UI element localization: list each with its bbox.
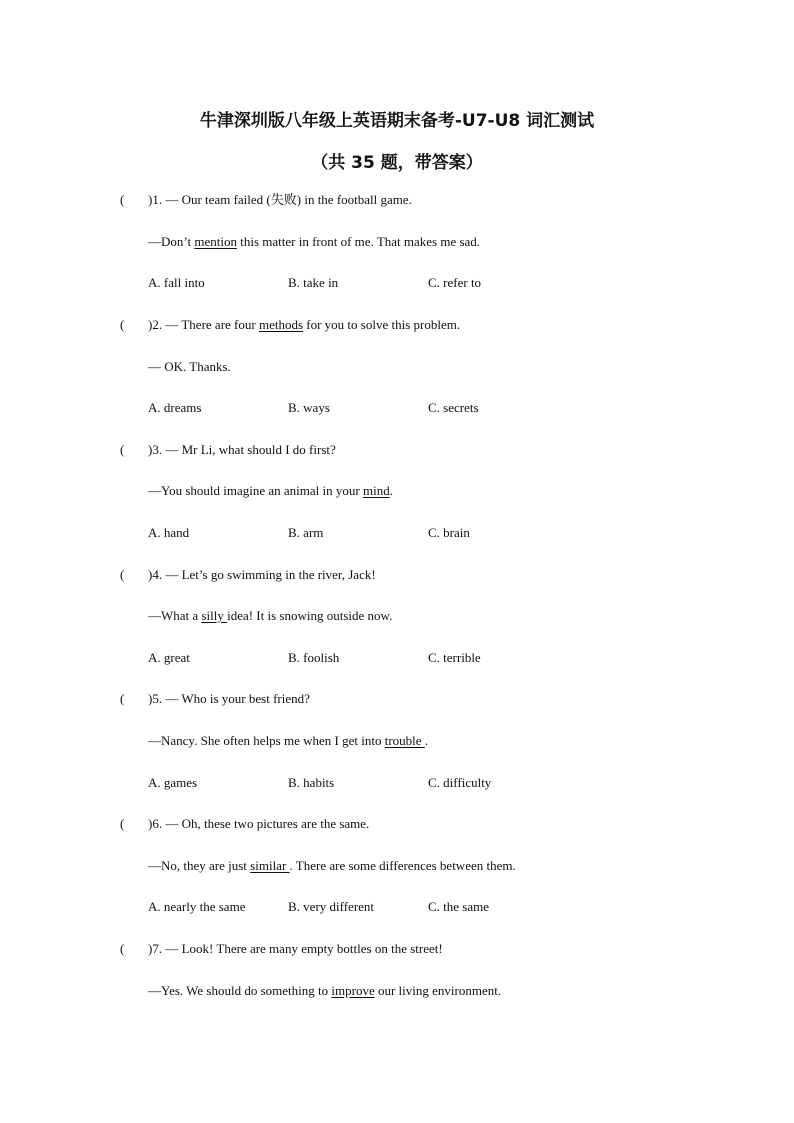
question-7-reply: —Yes. We should do something to improve our living environment. <box>148 983 502 998</box>
question-1-option-c[interactable]: C. refer to <box>428 275 482 290</box>
question-5-reply: —Nancy. She often helps me when I get into trouble . <box>148 733 429 748</box>
answer-bracket-4[interactable]: ( <box>120 567 125 582</box>
underlined-word: mention <box>194 234 237 249</box>
question-6-option-a[interactable]: A. nearly the same <box>148 899 246 914</box>
question-4-option-b[interactable]: B. foolish <box>288 650 340 665</box>
answer-bracket-6[interactable]: ( <box>120 816 125 831</box>
underlined-word: improve <box>331 983 375 998</box>
underlined-word: silly <box>201 608 228 623</box>
question-6-reply: —No, they are just similar . There are some differences between them. <box>148 858 516 873</box>
question-3-prompt: )3. — Mr Li, what should I do first? <box>148 442 336 457</box>
answer-bracket-3[interactable]: ( <box>120 442 125 457</box>
question-2-reply: — OK. Thanks. <box>148 359 231 374</box>
question-2-prompt: )2. — There are four methods for you to solve this problem. <box>148 317 461 332</box>
question-4-option-c[interactable]: C. terrible <box>428 650 481 665</box>
question-6-option-c[interactable]: C. the same <box>428 899 490 914</box>
question-4-option-a[interactable]: A. great <box>148 650 190 665</box>
question-5-option-b[interactable]: B. habits <box>288 775 335 790</box>
question-2-option-b[interactable]: B. ways <box>288 400 330 415</box>
question-5-option-a[interactable]: A. games <box>148 775 198 790</box>
question-3-option-a[interactable]: A. hand <box>148 525 190 540</box>
question-1-reply: —Don’t mention this matter in front of me. That makes me sad. <box>148 234 481 249</box>
question-2-option-c[interactable]: C. secrets <box>428 400 479 415</box>
question-2-option-a[interactable]: A. dreams <box>148 400 202 415</box>
question-1-prompt: )1. — Our team failed (失败) in the football game. <box>148 192 412 207</box>
document-title: 牛津深圳版八年级上英语期末备考-U7-U8 词汇测试 <box>199 111 595 131</box>
document-subtitle: （共 35 题，带答案） <box>311 153 483 173</box>
question-4-prompt: )4. — Let’s go swimming in the river, Jack! <box>148 567 376 582</box>
question-5-prompt: )5. — Who is your best friend? <box>148 691 310 706</box>
underlined-word: similar <box>250 858 290 873</box>
answer-bracket-7[interactable]: ( <box>120 941 125 956</box>
question-3-option-c[interactable]: C. brain <box>428 525 470 540</box>
question-1-option-b[interactable]: B. take in <box>288 275 339 290</box>
underlined-word: trouble <box>384 733 425 748</box>
question-6-option-b[interactable]: B. very different <box>288 899 375 914</box>
underlined-word: mind <box>362 483 390 498</box>
question-1-option-a[interactable]: A. fall into <box>148 275 205 290</box>
underlined-word: methods <box>258 317 304 332</box>
question-4-reply: —What a silly idea! It is snowing outside now. <box>148 608 393 623</box>
question-5-option-c[interactable]: C. difficulty <box>428 775 492 790</box>
answer-bracket-2[interactable]: ( <box>120 317 125 332</box>
question-6-prompt: )6. — Oh, these two pictures are the same. <box>148 816 370 831</box>
answer-bracket-1[interactable]: ( <box>120 192 125 207</box>
answer-bracket-5[interactable]: ( <box>120 691 125 706</box>
question-7-prompt: )7. — Look! There are many empty bottles on the street! <box>148 941 443 956</box>
question-3-reply: —You should imagine an animal in your mind. <box>148 483 393 498</box>
question-3-option-b[interactable]: B. arm <box>288 525 324 540</box>
